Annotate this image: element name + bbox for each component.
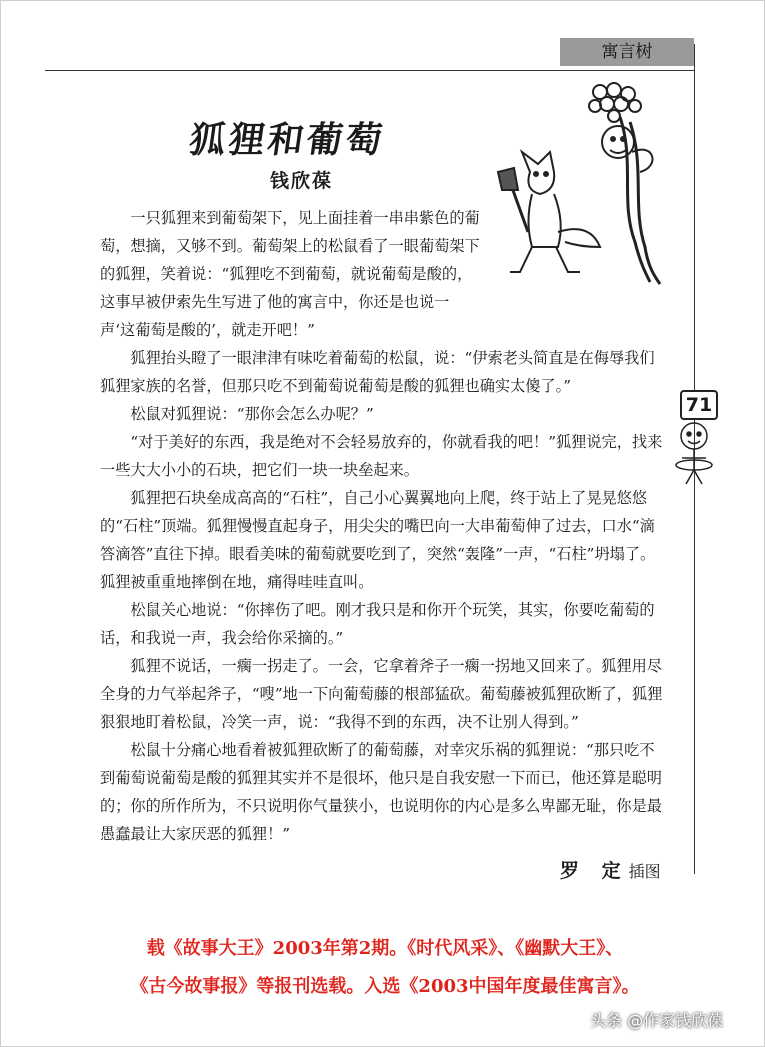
paragraph-2: 狐狸抬头瞪了一眼津津有味吃着葡萄的松鼠，说：“伊索老头简直是在侮辱我们狐狸家族的名誉，但那只吃不到葡萄说葡萄是酸的狐狸也确实太傻了。” (100, 349, 655, 395)
source-note (40, 930, 730, 1006)
section-tab: 寓言树 (560, 38, 694, 66)
paragraph-3: 松鼠对狐狸说：“那你会怎么办呢？” (130, 405, 374, 423)
watermark: 头条 @作家钱欣葆 (590, 1011, 724, 1030)
article-author: 钱欣葆 (270, 170, 334, 192)
source-note-line-2: 《古今故事报》等报刊选载。入选《2003中国年度最佳寓言》。 (130, 976, 640, 997)
mascot-icon (672, 418, 718, 488)
illustrator-role: 插图 (628, 862, 661, 881)
page-top-rule (45, 70, 695, 71)
paragraph-7: 狐狸不说话，一瘸一拐走了。一会，它拿着斧子一瘸一拐地又回来了。狐狸用尽全身的力气举起斧子，“嗖”地一下向葡萄藤的根部猛砍。葡萄藤被狐狸砍断了，狐狸狠狠地盯着松鼠，冷笑一声，说：“我得不到的东西，决不让别人得到。” (100, 657, 663, 731)
illustrator-name: 罗 定 (560, 860, 629, 882)
paragraph-8: 松鼠十分痛心地看着被狐狸砍断了的葡萄藤，对幸灾乐祸的狐狸说：“那只吃不到葡萄说葡萄是酸的狐狸其实并不是很坏，他只是自我安慰一下而已，他还算是聪明的；你的所作所为，不只说明你气量狭小，也说明你的内心是多么卑鄙无耻，你是最愚蠢最让大家厌恶的狐狸！” (100, 741, 662, 843)
paragraph-1: 一只狐狸来到葡萄架下，见上面挂着一串串紫色的葡萄，想摘，又够不到。葡萄架上的松鼠看了一眼葡萄架下的狐狸，笑着说：“狐狸吃不到葡萄，就说葡萄是酸的，这事早被伊索先生写进了他的寓言中，你还是也说一声‘这葡萄是酸的’，就走开吧！” (100, 209, 480, 339)
grapes-icon (589, 83, 641, 122)
page-number: 71 (680, 390, 718, 420)
paragraph-5: 狐狸把石块垒成高高的“石柱”，自己小心翼翼地向上爬，终于站上了晃晃悠悠的“石柱”顶端。狐狸慢慢直起身子，用尖尖的嘴巴向一大串葡萄伸了过去，口水“滴答滴答”直往下掉。眼看美味的葡萄就要吃到了，突然“轰隆”一声，“石柱”坍塌了。狐狸被重重地摔倒在地，痛得哇哇直叫。 (100, 489, 656, 591)
article-title: 狐狸和葡萄 (186, 120, 388, 161)
paragraph-4: “对于美好的东西，我是绝对不会轻易放弃的，你就看我的吧！”狐狸说完，找来一些大大小小的石块，把它们一块一块垒起来。 (100, 433, 663, 479)
source-note-line-1: 载《故事大王》2003年第2期。《时代风采》、《幽默大王》、 (146, 938, 624, 959)
illustrator-credit (560, 856, 661, 883)
paragraph-6: 松鼠关心地说：“你摔伤了吧。刚才我只是和你开个玩笑，其实，你要吃葡萄的话，和我说一声，我会给你采摘的。” (100, 601, 655, 647)
article-body (100, 204, 666, 848)
